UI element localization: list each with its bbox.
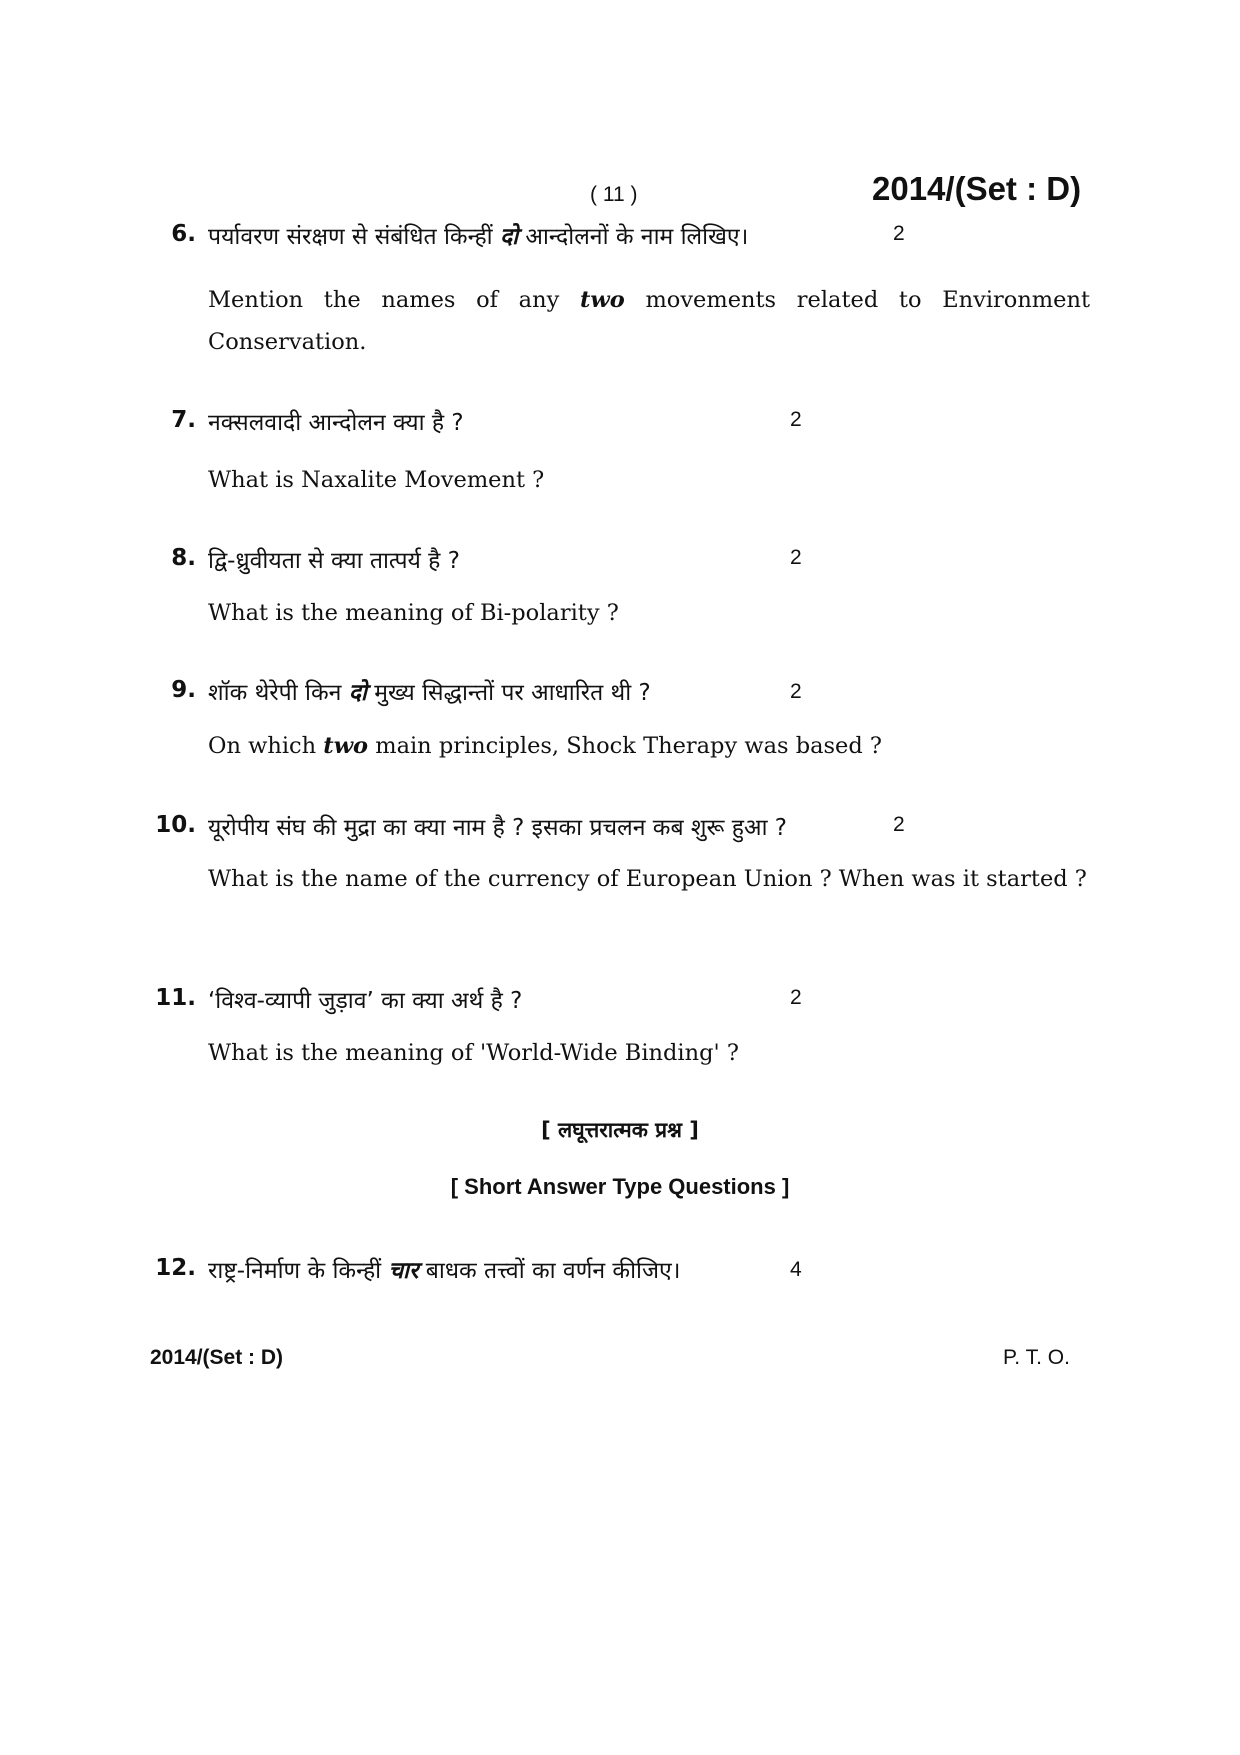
question-english: What is the meaning of 'World-Wide Binding' ? — [208, 1040, 739, 1066]
question-hindi: नक्सलवादी आन्दोलन क्या है ? — [208, 410, 464, 436]
question-marks: 4 — [790, 1258, 802, 1281]
question-hindi-text: आन्दोलनों के नाम लिखिए। — [525, 224, 749, 250]
question-number: 12. — [155, 1255, 196, 1281]
question-number: 6. — [171, 221, 196, 247]
question-english — [208, 725, 1090, 767]
question-english-text: Mention the names of any — [208, 287, 560, 313]
question-number: 11. — [155, 985, 196, 1011]
question-number: 9. — [171, 677, 196, 703]
question-hindi-text: पर्यावरण संरक्षण से संबंधित किन्हीं — [208, 224, 493, 250]
question-english-emphasis: two — [323, 733, 369, 759]
question-marks: 2 — [893, 813, 905, 836]
question-english: What is the meaning of Bi-polarity ? — [208, 600, 619, 626]
question-marks: 2 — [790, 680, 802, 703]
question-marks: 2 — [790, 986, 802, 1009]
question-hindi-emphasis: दो — [499, 224, 519, 250]
question-english-text: main principles, Shock Therapy was based ? — [375, 733, 882, 759]
question-hindi: यूरोपीय संघ की मुद्रा का क्या नाम है ? इसका प्रचलन कब शुरू हुआ ? — [208, 815, 787, 841]
page-number: ( 11 ) — [590, 183, 638, 206]
question-hindi-emphasis: दो — [348, 680, 367, 706]
section-title-hindi: [ लघूत्तरात्मक प्रश्न ] — [541, 1118, 699, 1142]
question-english: What is the name of the currency of European Union ? When was it started ? — [208, 866, 1087, 892]
question-english-text: movements related to Environment Conservation. — [208, 287, 1090, 355]
question-hindi — [208, 1253, 681, 1285]
footer-set-label: 2014/(Set : D) — [150, 1346, 284, 1369]
question-english-emphasis: two — [580, 287, 625, 313]
question-english-text: On which — [208, 733, 317, 759]
question-hindi-text: शॉक थेरेपी किन — [208, 680, 342, 706]
section-title-english: [ Short Answer Type Questions ] — [450, 1174, 790, 1199]
question-hindi-text: राष्ट्र-निर्माण के किन्हीं — [208, 1258, 382, 1284]
question-number: 7. — [171, 407, 196, 433]
paper-set-header: 2014/(Set : D) — [872, 170, 1082, 207]
question-hindi — [208, 219, 748, 251]
question-hindi: ‘विश्व-व्यापी जुड़ाव’ का क्या अर्थ है ? — [208, 988, 523, 1014]
question-hindi: द्वि-ध्रुवीयता से क्या तात्पर्य है ? — [208, 548, 460, 574]
question-hindi-text: मुख्य सिद्धान्तों पर आधारित थी ? — [374, 680, 651, 706]
question-hindi-emphasis: चार — [388, 1258, 419, 1284]
question-marks: 2 — [790, 408, 802, 431]
question-hindi — [208, 675, 651, 707]
question-number: 10. — [155, 812, 196, 838]
question-english: What is Naxalite Movement ? — [208, 467, 545, 493]
question-marks: 2 — [790, 546, 802, 569]
question-marks: 2 — [893, 222, 905, 245]
question-english — [208, 279, 1090, 363]
question-number: 8. — [171, 545, 196, 571]
footer-pto: P. T. O. — [1003, 1346, 1070, 1369]
question-hindi-text: बाधक तत्त्वों का वर्णन कीजिए। — [425, 1258, 681, 1284]
